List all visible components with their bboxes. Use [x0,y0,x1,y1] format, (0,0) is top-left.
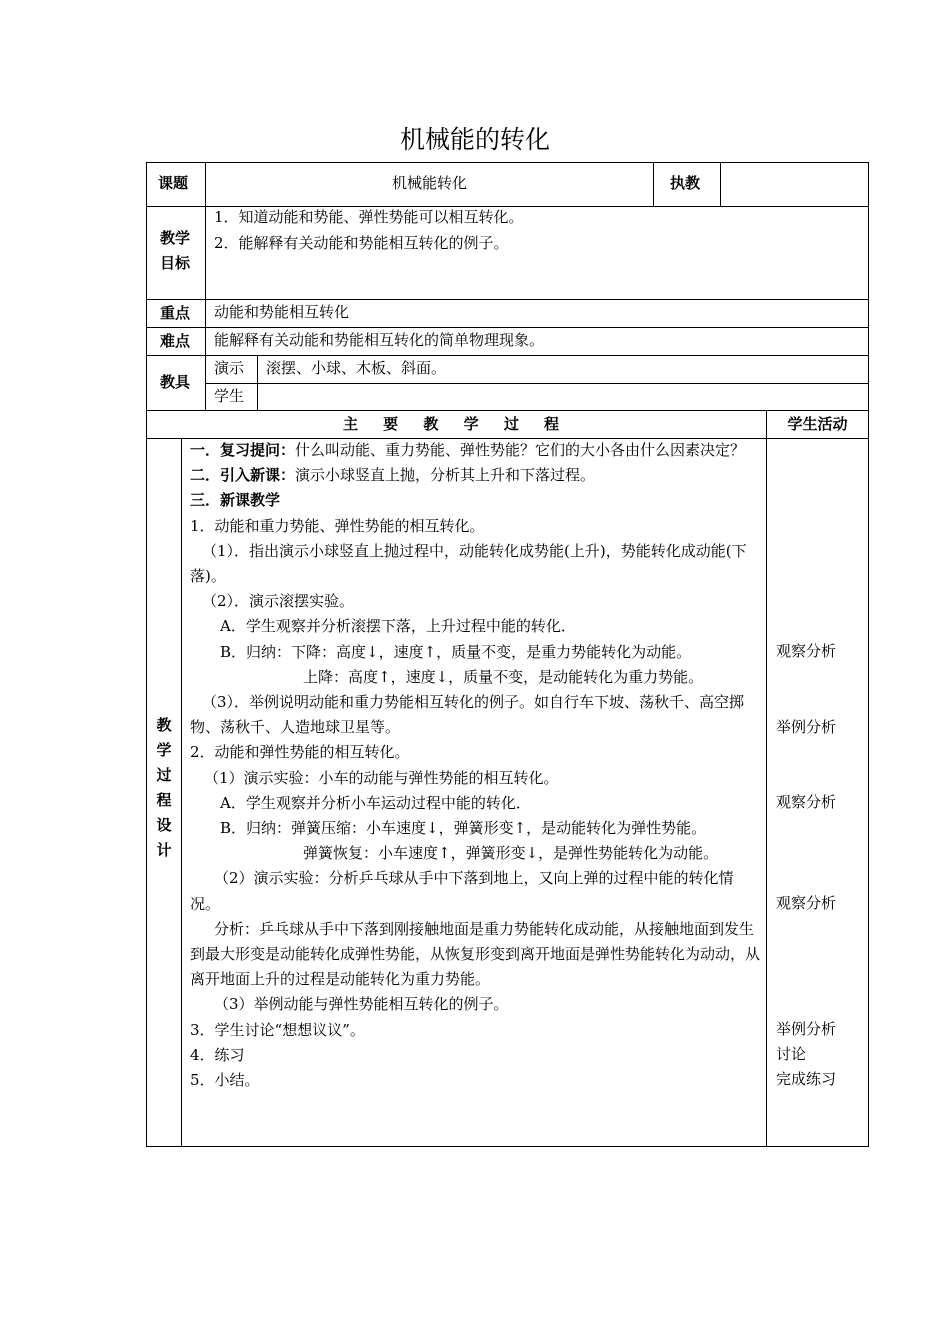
process-line: A．学生观察并分析小车运动过程中能的转化． [220,793,531,812]
goal-label-2: 目标 [160,254,191,272]
key-value: 动能和势能相互转化 [214,303,350,321]
difficulty-value: 能解释有关动能和势能相互转化的简单物理现象。 [214,331,545,349]
activity-header: 学生活动 [787,415,848,433]
process-line: 2．动能和弹性势能的相互转化。 [190,743,410,762]
process-line: （3）．举例说明动能和重力势能相互转化的例子。如自行车下坡、荡秋千、高空掷物、荡秋千、人造地球卫星等。 [190,693,745,737]
activity-item: 举例分析 [776,718,837,736]
key-label: 重点 [160,304,191,322]
process-line: 1．动能和重力势能、弹性势能的相互转化。 [190,516,485,535]
process-line: 分析：乒乓球从手中下落到刚接触地面是重力势能转化成动能，从接触地面到发生到最大形变是动能转化成弹性势能，从恢复形变到离开地面是弹性势能转化为动动，从离开地面上升的过程是动能转化为重力势能。 [190,919,761,989]
topic-label: 课题 [158,174,189,192]
tools-student-label: 学生 [214,387,245,405]
process-line: （1）演示实验：小车的动能与弹性势能的相互转化。 [204,768,559,787]
process-line: 弹簧恢复：小车速度↑，弹簧形变↓，是弹性势能转化为动能。 [303,844,719,863]
goal-item: 1．知道动能和势能、弹性势能可以相互转化。 [214,208,524,226]
process-line: B．归纳：弹簧压缩：小车速度↓，弹簧形变↑，是动能转化为弹性势能。 [220,819,707,838]
process-body [190,438,762,1093]
process-line: 5．小结。 [190,1071,260,1090]
activity-item: 观察分析 [776,642,837,660]
activity-item: 观察分析 [776,894,837,912]
topic-value: 机械能转化 [391,174,467,192]
process-line: 3．学生讨论“想想议议”。 [190,1020,365,1039]
process-line: 4．练习 [190,1045,245,1064]
goal-label-1: 教学 [160,229,191,247]
process-line: 上降：高度↑，速度↓，质量不变，是动能转化为重力势能。 [303,667,704,686]
process-line: 一．复习提问：什么叫动能、重力势能、弹性势能？它们的大小各由什么因素决定？ [190,441,746,459]
activity-item: 完成练习 [776,1070,837,1088]
process-line: 三．新课教学 [190,491,281,510]
page-title: 机械能的转化 [399,125,550,154]
activity-item: 举例分析 [776,1020,837,1038]
tools-label: 教具 [160,373,191,391]
process-line: 二．引入新课：演示小球竖直上抛，分析其上升和下落过程。 [190,466,596,485]
process-line: （2）．演示滚摆实验。 [202,592,355,611]
teacher-label: 执教 [670,174,701,192]
process-line: （3）举例动能与弹性势能相互转化的例子。 [214,995,509,1014]
difficulty-label: 难点 [160,332,191,350]
activity-item: 观察分析 [776,793,837,811]
process-line: B．归纳：下降：高度↓，速度↑，质量不变，是重力势能转化为动能。 [220,642,692,661]
goal-item: 2．能解释有关动能和势能相互转化的例子。 [214,234,509,252]
process-line: A．学生观察并分析滚摆下落，上升过程中能的转化． [220,617,576,636]
activity-item: 讨论 [776,1045,807,1063]
process-header: 主 要 教 学 过 程 [342,415,570,433]
process-side-label: 教 学 过 程 设 计 [156,716,172,859]
process-line: （1）．指出演示小球竖直上抛过程中，动能转化成势能(上升)，势能转化成动能(下落)。 [190,541,747,586]
process-line: （2）演示实验：分析乒乓球从手中下落到地上，又向上弹的过程中能的转化情况。 [190,869,734,913]
tools-demo-value: 滚摆、小球、木板、斜面。 [266,359,447,377]
tools-demo-label: 演示 [214,359,245,377]
